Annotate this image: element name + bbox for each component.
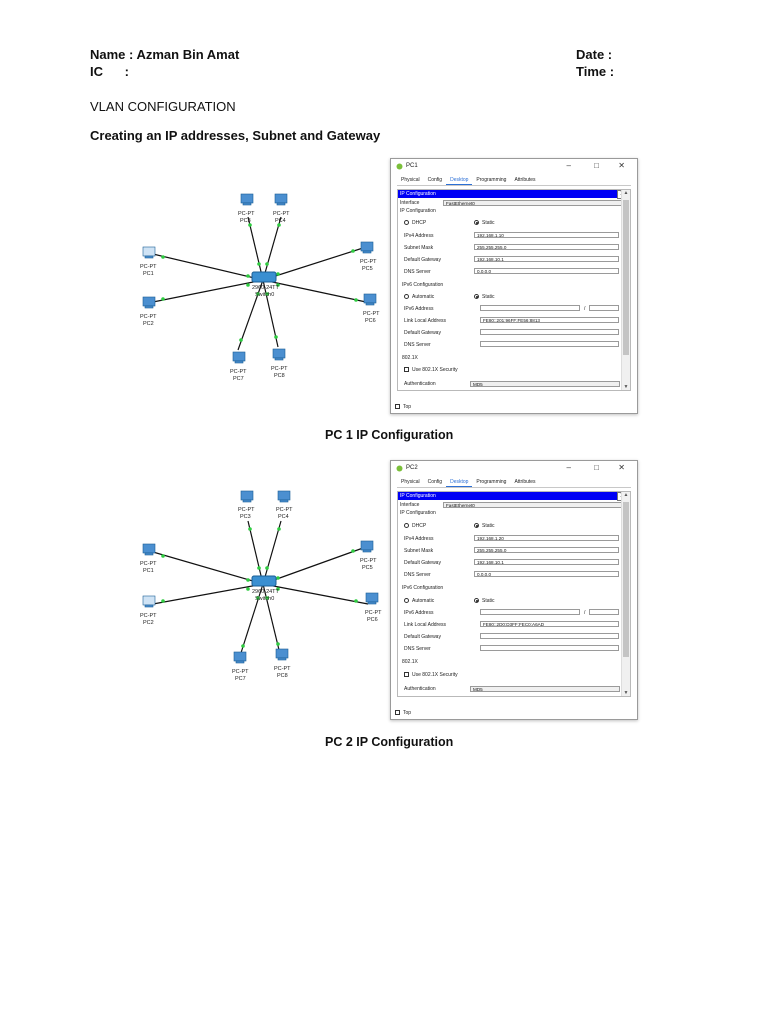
- svg-text:PC-PT: PC-PT: [271, 366, 288, 372]
- ipv4-input[interactable]: 192.168.1.10: [474, 232, 619, 238]
- svg-text:PC8: PC8: [277, 673, 288, 679]
- dot1x-checkbox[interactable]: Use 802.1X Security: [404, 672, 458, 678]
- svg-text:PC6: PC6: [365, 318, 376, 324]
- pc-icon: [241, 491, 253, 500]
- svg-text:PC4: PC4: [278, 514, 289, 520]
- subnet-input[interactable]: 255.255.255.0: [474, 244, 619, 250]
- scrollbar[interactable]: [621, 190, 630, 390]
- window-title: PC2: [406, 465, 418, 471]
- auth-label: Authentication: [404, 381, 436, 387]
- interface-select[interactable]: FastEthernet0: [443, 502, 623, 508]
- maximize-icon[interactable]: □: [594, 161, 599, 170]
- tab-config[interactable]: Config: [427, 479, 443, 485]
- svg-text:PC6: PC6: [367, 617, 378, 623]
- gateway-label: Default Gateway: [404, 257, 441, 263]
- ipv6-dns-input[interactable]: [480, 645, 619, 651]
- static-v6-radio[interactable]: Static: [474, 294, 495, 300]
- svg-text:PC-PT: PC-PT: [238, 211, 255, 217]
- link-local-label: Link Local Address: [404, 318, 446, 324]
- ip-config-header: IP Configuration: [398, 190, 630, 198]
- svg-text:PC2: PC2: [143, 321, 154, 327]
- svg-text:PC-PT: PC-PT: [230, 369, 247, 375]
- svg-text:PC5: PC5: [362, 565, 373, 571]
- auth-label: Authentication: [404, 686, 436, 692]
- minimize-icon[interactable]: –: [566, 463, 571, 472]
- packet-tracer-icon: [396, 465, 403, 472]
- interface-label: Interface: [400, 502, 420, 508]
- network-topology-2: [128, 486, 388, 686]
- pc-icon: [241, 194, 253, 203]
- auth-select[interactable]: MD5: [470, 686, 620, 692]
- gateway-label: Default Gateway: [404, 560, 441, 566]
- network-topology-1: [128, 182, 388, 382]
- close-icon[interactable]: ✕: [618, 161, 625, 170]
- svg-text:PC2: PC2: [143, 620, 154, 626]
- scrollbar[interactable]: [621, 492, 630, 696]
- tab-config[interactable]: Config: [427, 177, 443, 183]
- gateway-input[interactable]: 192.168.10.1: [474, 559, 619, 565]
- prefix-input[interactable]: [589, 609, 619, 615]
- time-field: Time :: [576, 64, 615, 79]
- tab-attributes[interactable]: Attributes: [514, 177, 536, 183]
- pc-icon: [275, 194, 287, 203]
- link-local-input[interactable]: FE80::2D0:D3FF:FEC0:A6AD: [480, 621, 619, 627]
- svg-text:PC3: PC3: [240, 218, 251, 224]
- dns-label: DNS Server: [404, 572, 431, 578]
- switch-icon: [252, 576, 276, 586]
- dns-input[interactable]: 0.0.0.0: [474, 571, 619, 577]
- ipv6-dns-input[interactable]: [480, 341, 619, 347]
- window-title: PC1: [406, 163, 418, 169]
- caption-pc2: PC 2 IP Configuration: [325, 735, 454, 749]
- ipv6-gateway-input[interactable]: [480, 633, 619, 639]
- tab-programming[interactable]: Programming: [476, 479, 507, 485]
- gateway-input[interactable]: 192.168.10.1: [474, 256, 619, 262]
- ipv6-input[interactable]: [480, 305, 580, 311]
- dhcp-radio[interactable]: DHCP: [404, 220, 426, 226]
- prefix-slash: /: [584, 610, 586, 616]
- pc-icon: [234, 652, 246, 661]
- pc-icon: [361, 242, 373, 251]
- pc-icon: [143, 297, 155, 306]
- ipv6-dns-label: DNS Server: [404, 342, 431, 348]
- ipv4-label: IPv4 Address: [404, 233, 434, 239]
- svg-text:PC-PT: PC-PT: [360, 558, 377, 564]
- svg-text:PC-PT: PC-PT: [365, 610, 382, 616]
- pc-icon: [143, 247, 155, 256]
- ip-config-label: IP Configuration: [400, 208, 436, 214]
- pc-icon: [273, 349, 285, 358]
- svg-text:PC1: PC1: [143, 271, 154, 277]
- window-titlebar: [391, 159, 637, 173]
- topology-diagram: [128, 182, 388, 382]
- ipv6-config-label: IPv6 Configuration: [402, 282, 444, 288]
- caption-pc1: PC 1 IP Configuration: [325, 428, 454, 442]
- svg-text:PC-PT: PC-PT: [273, 211, 290, 217]
- ipv6-label: IPv6 Address: [404, 306, 434, 312]
- static-radio[interactable]: Static: [474, 220, 495, 226]
- tab-desktop[interactable]: Desktop: [446, 176, 472, 185]
- svg-text:PC4: PC4: [275, 218, 286, 224]
- prefix-slash: /: [584, 306, 586, 312]
- svg-text:PC-PT: PC-PT: [140, 561, 157, 567]
- student-name: Name : Azman Bin Amat: [90, 47, 240, 62]
- svg-text:PC1: PC1: [143, 568, 154, 574]
- ic-field: IC :: [90, 64, 129, 79]
- ipv6-dns-label: DNS Server: [404, 646, 431, 652]
- dot1x-label: 802.1X: [402, 659, 418, 665]
- minimize-icon[interactable]: –: [566, 161, 571, 170]
- svg-text:PC-PT: PC-PT: [232, 669, 249, 675]
- svg-text:PC8: PC8: [274, 373, 285, 379]
- window-titlebar: [391, 461, 637, 475]
- pc-icon: [276, 649, 288, 658]
- svg-text:PC-PT: PC-PT: [140, 314, 157, 320]
- pc-icon: [143, 596, 155, 605]
- pc-icon: [143, 544, 155, 553]
- tab-programming[interactable]: Programming: [476, 177, 507, 183]
- static-radio[interactable]: Static: [474, 523, 495, 529]
- pc-icon: [364, 294, 376, 303]
- svg-text:PC5: PC5: [362, 266, 373, 272]
- pc-icon: [278, 491, 290, 500]
- dot1x-checkbox[interactable]: Use 802.1X Security: [404, 367, 458, 373]
- ipv4-input[interactable]: 192.168.1.20: [474, 535, 619, 541]
- scroll-down-icon[interactable]: ▼: [623, 384, 629, 390]
- ip-config-panel: [397, 189, 631, 391]
- svg-text:PC-PT: PC-PT: [276, 507, 293, 513]
- svg-text:2960-24TT: 2960-24TT: [252, 589, 279, 595]
- ip-config-label: IP Configuration: [400, 510, 436, 516]
- interface-label: Interface: [400, 200, 420, 206]
- svg-text:PC7: PC7: [233, 376, 244, 382]
- svg-text:PC-PT: PC-PT: [140, 264, 157, 270]
- svg-text:PC-PT: PC-PT: [140, 613, 157, 619]
- svg-text:PC-PT: PC-PT: [274, 666, 291, 672]
- subnet-label: Subnet Mask: [404, 245, 434, 251]
- subnet-input[interactable]: 255.255.255.0: [474, 547, 619, 553]
- link-local-input[interactable]: FE80::201:96FF:FE56:8813: [480, 317, 619, 323]
- ipv6-gateway-input[interactable]: [480, 329, 619, 335]
- svg-text:Switch0: Switch0: [255, 292, 275, 298]
- pc-icon: [233, 352, 245, 361]
- ipv6-gateway-label: Default Gateway: [404, 634, 441, 640]
- svg-text:PC-PT: PC-PT: [360, 259, 377, 265]
- maximize-icon[interactable]: □: [594, 463, 599, 472]
- pc-icon: [366, 593, 378, 602]
- ipv6-config-label: IPv6 Configuration: [402, 585, 444, 591]
- prefix-input[interactable]: [589, 305, 619, 311]
- subtitle: Creating an IP addresses, Subnet and Gateway: [90, 128, 381, 143]
- dns-input[interactable]: 0.0.0.0: [474, 268, 619, 274]
- scroll-up-icon[interactable]: ▲: [623, 492, 629, 498]
- auth-select[interactable]: MD5: [470, 381, 620, 387]
- dns-label: DNS Server: [404, 269, 431, 275]
- section-title: VLAN CONFIGURATION: [90, 99, 236, 114]
- ipv6-label: IPv6 Address: [404, 610, 434, 616]
- tab-bar: [397, 478, 631, 488]
- ip-config-header: IP Configuration: [398, 492, 630, 500]
- top-checkbox[interactable]: Top: [395, 710, 411, 716]
- scroll-down-icon[interactable]: ▼: [623, 690, 629, 696]
- svg-text:Switch0: Switch0: [255, 596, 275, 602]
- static-v6-radio[interactable]: Static: [474, 598, 495, 604]
- ip-config-panel: [397, 491, 631, 697]
- packet-tracer-icon: [396, 163, 403, 170]
- ipv4-label: IPv4 Address: [404, 536, 434, 542]
- pc-icon: [361, 541, 373, 550]
- automatic-radio[interactable]: Automatic: [404, 598, 434, 604]
- svg-text:PC7: PC7: [235, 676, 246, 682]
- tab-attributes[interactable]: Attributes: [514, 479, 536, 485]
- tab-physical[interactable]: Physical: [401, 177, 420, 183]
- ipv6-gateway-label: Default Gateway: [404, 330, 441, 336]
- svg-text:PC-PT: PC-PT: [363, 311, 380, 317]
- close-icon[interactable]: ✕: [618, 463, 625, 472]
- ipv6-input[interactable]: [480, 609, 580, 615]
- tab-bar: [397, 176, 631, 186]
- automatic-radio[interactable]: Automatic: [404, 294, 434, 300]
- svg-text:PC-PT: PC-PT: [238, 507, 255, 513]
- svg-text:PC3: PC3: [240, 514, 251, 520]
- interface-select[interactable]: FastEthernet0: [443, 200, 623, 206]
- subnet-label: Subnet Mask: [404, 548, 434, 554]
- pc1-config-window: [390, 158, 638, 414]
- link-local-label: Link Local Address: [404, 622, 446, 628]
- dot1x-label: 802.1X: [402, 355, 418, 361]
- tab-physical[interactable]: Physical: [401, 479, 420, 485]
- topology-diagram: [128, 486, 388, 686]
- pc2-config-window: [390, 460, 638, 720]
- svg-text:2960-24TT: 2960-24TT: [252, 285, 279, 291]
- date-field: Date :: [576, 47, 613, 62]
- top-checkbox[interactable]: Top: [395, 404, 411, 410]
- dhcp-radio[interactable]: DHCP: [404, 523, 426, 529]
- scroll-up-icon[interactable]: ▲: [623, 190, 629, 196]
- switch-icon: [252, 272, 276, 282]
- tab-desktop[interactable]: Desktop: [446, 478, 472, 487]
